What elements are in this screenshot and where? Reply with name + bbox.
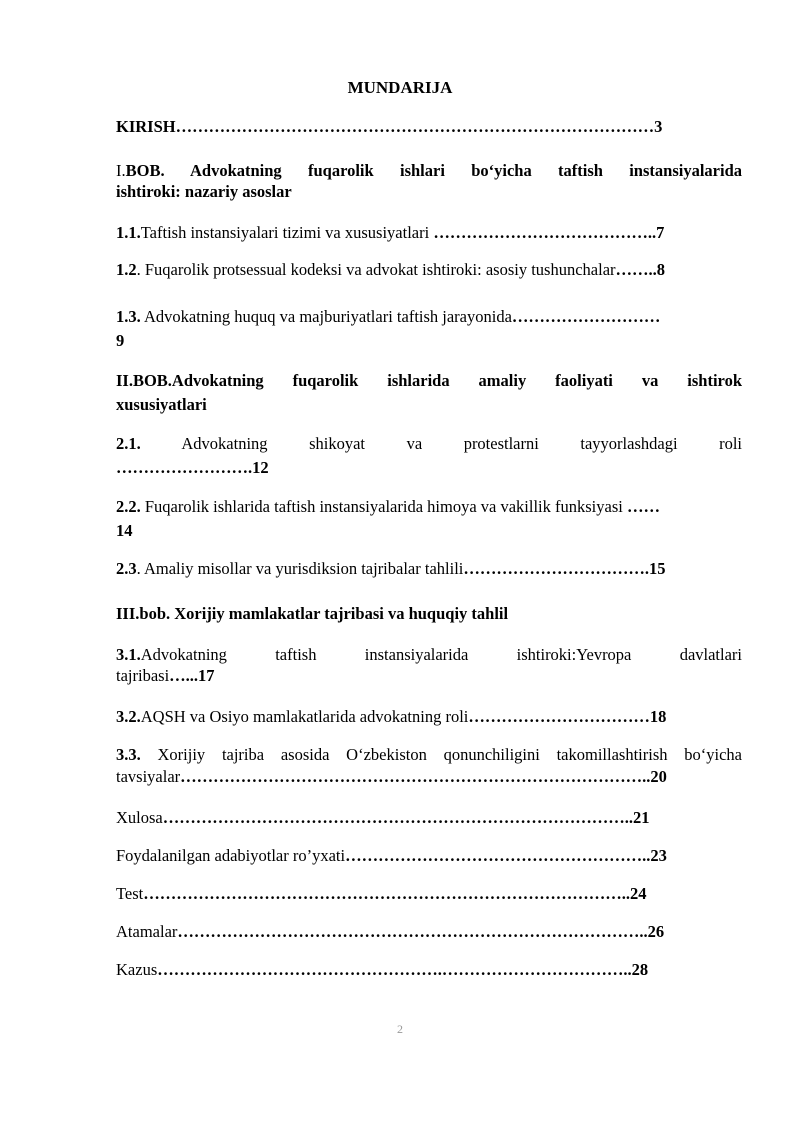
toc-text: Taftish instansiyalari tizimi va xususiyatlari <box>140 223 434 242</box>
toc-entry-kirish <box>116 115 742 139</box>
toc-dots: ………………………………….. <box>433 223 657 242</box>
toc-entry-atamalar <box>116 920 742 944</box>
toc-page: 26 <box>647 922 665 941</box>
toc-entry-1-1 <box>116 221 742 245</box>
toc-text: . Fuqarolik protsessual kodeksi va advokat ishtiroki: asosiy tushunchalar <box>136 260 616 279</box>
toc-num: 2.3 <box>116 559 137 578</box>
toc-dots: ……………………………………………….. <box>345 846 651 865</box>
toc-entry-3-3 <box>116 743 742 767</box>
toc-dots: …… <box>626 497 660 516</box>
toc-entry-1-2 <box>116 258 742 282</box>
toc-chapter-2-line2: xususiyatlari <box>116 395 207 414</box>
toc-chapter-2: II.BOB.Advokatning fuqarolik ishlarida amaliy faoliyati va ishtirok <box>116 371 742 390</box>
toc-dots: ……………………. <box>116 458 253 477</box>
toc-text: Advokatning shikoyat va protestlarni tayyorlashdagi roli <box>140 434 742 453</box>
toc-num: 1.3. <box>116 307 141 326</box>
toc-prefix: I. <box>116 161 126 180</box>
toc-dots: …………………………… <box>468 707 650 726</box>
toc-text: Advokatning huquq va majburiyatlari taftish jarayonida <box>140 307 512 326</box>
toc-dots: ………………………………………………………………………….. <box>162 808 633 827</box>
toc-text: Atamalar <box>116 922 178 941</box>
toc-page: 17 <box>198 666 215 685</box>
toc-label: BOB. Advokatning fuqarolik ishlari bo‘yicha taftish instansiyalarida <box>125 161 742 180</box>
toc-page: 7 <box>656 223 665 242</box>
toc-text: Foydalanilgan adabiyotlar ro’yxati <box>116 846 346 865</box>
toc-dots: ……………………………. <box>463 559 649 578</box>
toc-entry-2-3 <box>116 557 742 581</box>
toc-entry-3-2 <box>116 705 742 729</box>
toc-entry-1-3 <box>116 305 742 329</box>
toc-page: 14 <box>116 521 133 540</box>
toc-page: 9 <box>116 331 125 350</box>
toc-num: 2.2. <box>116 497 141 516</box>
toc-text: Advokatning taftish instansiyalarida ishtiroki:Yevropa davlatlari <box>140 645 742 664</box>
toc-label: KIRISH <box>116 117 176 136</box>
toc-dots: ………………………………………………………………………….. <box>177 922 648 941</box>
toc-entry-kazus <box>116 958 742 982</box>
toc-text: Kazus <box>116 960 158 979</box>
toc-dots: …………………………………………….…………………………….. <box>157 960 632 979</box>
toc-page: 20 <box>650 767 667 786</box>
toc-entry-3-3-line2 <box>116 765 742 789</box>
toc-entry-test <box>116 882 742 906</box>
toc-text: Fuqarolik ishlarida taftish instansiyalarida himoya va vakillik funksiyasi <box>140 497 627 516</box>
toc-page: 24 <box>630 884 647 903</box>
toc-entry-adabiyotlar <box>116 844 742 868</box>
toc-text: tajribasi <box>116 666 170 685</box>
toc-chapter-3: III.bob. Xorijiy mamlakatlar tajribasi va huquqiy tahlil <box>116 604 509 623</box>
toc-chapter-1-line2: ishtiroki: nazariy asoslar <box>116 182 292 201</box>
page-number: 2 <box>397 1022 403 1036</box>
toc-page: 28 <box>631 960 649 979</box>
toc-text: tavsiyalar <box>116 767 181 786</box>
toc-dots: …………………………………………………………………………….. <box>143 884 631 903</box>
toc-entry-2-2 <box>116 495 742 519</box>
toc-text: Xorijiy tajriba asosida O‘zbekiston qonunchiligini takomillashtirish bo‘yicha <box>140 745 742 764</box>
toc-entry-xulosa <box>116 806 742 830</box>
toc-num: 1.2 <box>116 260 137 279</box>
toc-page: 15 <box>649 559 666 578</box>
toc-page: 3 <box>654 117 663 136</box>
toc-text: Xulosa <box>116 808 163 827</box>
toc-num: 3.1. <box>116 645 141 664</box>
toc-num: 3.2. <box>116 707 141 726</box>
toc-entry-3-1-line2 <box>116 664 742 688</box>
toc-dots: …….. <box>615 260 657 279</box>
toc-dots: ………………………………………………………………………….. <box>180 767 651 786</box>
toc-text: Test <box>116 884 144 903</box>
toc-page: 12 <box>252 458 269 477</box>
toc-num: 1.1. <box>116 223 141 242</box>
toc-num: 3.3. <box>116 745 141 764</box>
toc-entry-2-1-line2 <box>116 456 742 480</box>
toc-dots: …………………………………………………………………………… <box>175 117 655 136</box>
toc-page: 18 <box>649 707 667 726</box>
toc-num: 2.1. <box>116 434 141 453</box>
toc-text: AQSH va Osiyo mamlakatlarida advokatning roli <box>140 707 469 726</box>
toc-dots: …... <box>169 666 199 685</box>
toc-entry-2-1 <box>116 432 742 456</box>
toc-page: 8 <box>656 260 666 279</box>
toc-page: 21 <box>633 808 650 827</box>
toc-dots: ……………………… <box>511 307 661 326</box>
toc-text: . Amaliy misollar va yurisdiksion tajribalar tahlili <box>136 559 464 578</box>
toc-page: 23 <box>650 846 667 865</box>
document-title: MUNDARIJA <box>347 78 453 97</box>
